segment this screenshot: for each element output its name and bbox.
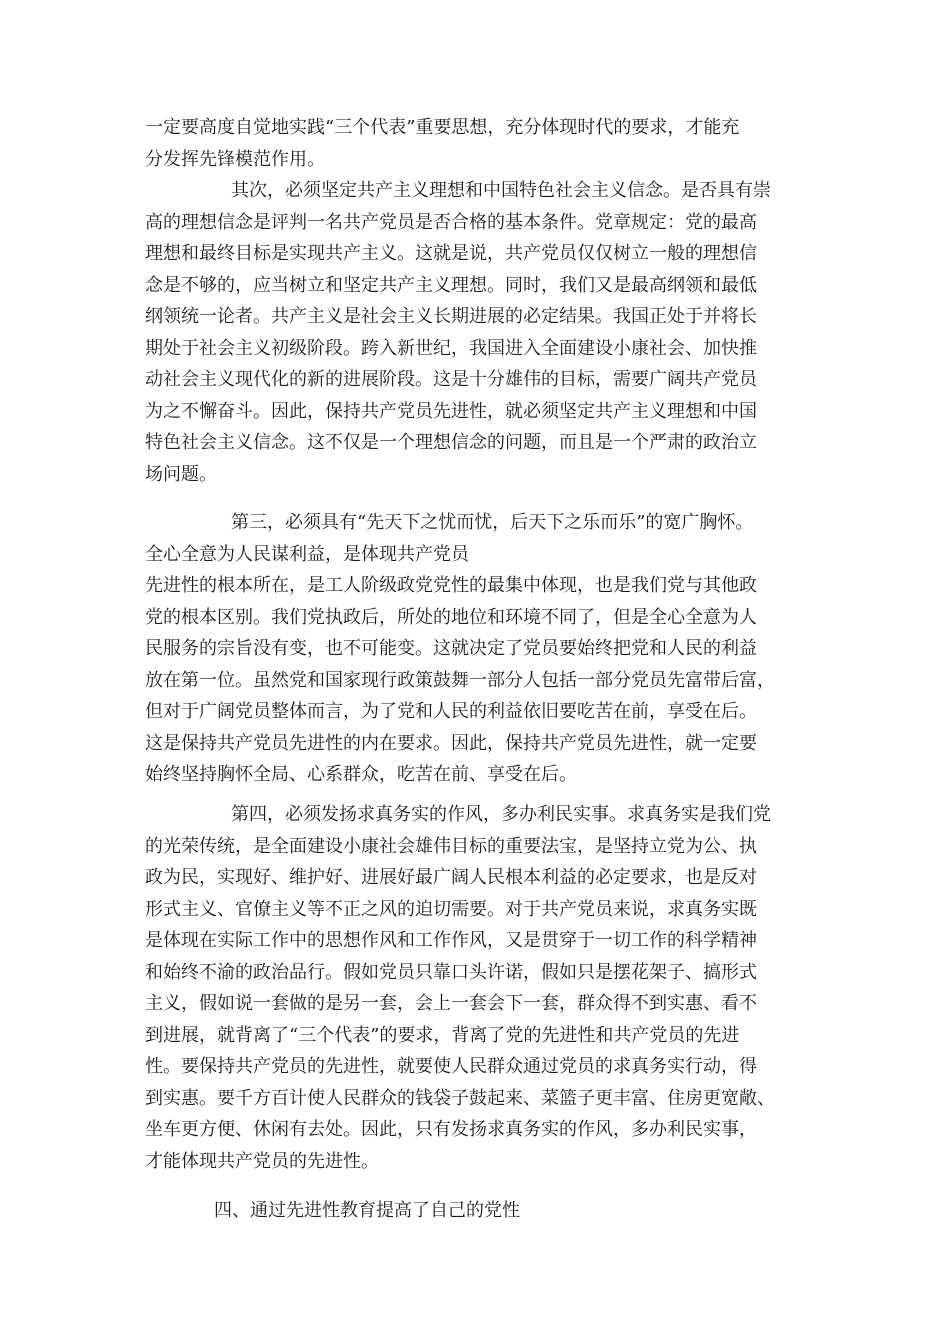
text-line: 党的根本区别。我们党执政后，所处的地位和环境不同了，但是全心全意为人 — [145, 606, 757, 628]
text-line: 主义，假如说一套做的是另一套，会上一套会下一套，群众得不到实惠、看不 — [145, 993, 757, 1014]
paragraph-second-point — [145, 175, 805, 490]
text-line: 始终坚持胸怀全局、心系群众，吃苦在前、享受在后。 — [145, 764, 577, 785]
paragraph-fourth-point — [145, 799, 805, 1177]
text-line: 坐车更方便、休闲有去处。因此，只有发扬求真务实的作风，多办利民实事， — [145, 1119, 757, 1140]
text-line: 和始终不渝的政治品行。假如党员只靠口头许诺，假如只是摆花架子、搞形式 — [145, 961, 757, 983]
section-heading: 四、通过先进性教育提高了自己的党性 — [214, 1200, 520, 1221]
text-line: 为之不懈奋斗。因此，保持共产党员先进性，就必须坚定共产主义理想和中国 — [145, 400, 757, 422]
text-line: 形式主义、官僚主义等不正之风的迫切需要。对于共产党员来说，求真务实既 — [145, 898, 757, 920]
text-line: 但对于广阔党员整体而言，为了党和人民的利益依旧要吃苦在前，享受在后。 — [145, 701, 757, 722]
paragraph-third-point — [145, 507, 805, 791]
text-line: 念是不够的，应当树立和坚定共产主义理想。同时，我们又是最高纲领和最低 — [145, 274, 757, 296]
text-line: 纲领统一论者。共产主义是社会主义长期进展的必定结果。我国正处于并将长 — [145, 306, 757, 327]
text-line: 动社会主义现代化的新的进展阶段。这是十分雄伟的目标，需要广阔共产党员 — [145, 369, 757, 390]
text-line: 高的理想信念是评判一名共产党员是否合格的基本条件。党章规定：党的最高 — [145, 211, 757, 233]
text-line: 场问题。 — [145, 463, 217, 485]
text-line: 到实惠。要千方百计使人民群众的钱袋子鼓起来、菜篮子更丰富、住房更宽敞、 — [145, 1087, 775, 1109]
text-line: 期处于社会主义初级阶段。跨入新世纪，我国进入全面建设小康社会、加快推 — [145, 337, 757, 359]
text-line: 政为民，实现好、维护好、进展好最广阔人民根本利益的必定要求，也是反对 — [145, 867, 757, 888]
text-line-first: 第三，必须具有“先天下之忧而忧，后天下之乐而乐”的宽广胸怀。 — [231, 512, 754, 533]
text-line: 是体现在实际工作中的思想作风和工作作风，又是贯穿于一切工作的科学精神 — [145, 930, 757, 951]
text-line: 分发挥先锋模范作用。 — [145, 148, 325, 170]
text-line: 这是保持共产党员先进性的内在要求。因此，保持共产党员先进性，就一定要 — [145, 732, 757, 754]
text-line: 一定要高度自觉地实践“三个代表”重要思想，充分体现时代的要求，才能充 — [145, 117, 740, 138]
text-line: 的光荣传统，是全面建设小康社会雄伟目标的重要法宝，是坚持立党为公、执 — [145, 835, 757, 857]
text-line: 特色社会主义信念。这不仅是一个理想信念的问题，而且是一个严肃的政治立 — [145, 432, 757, 453]
text-line-first: 第四，必须发扬求真务实的作风，多办利民实事。求真务实是我们党 — [231, 804, 771, 825]
text-line: 全心全意为人民谋利益，是体现共产党员 — [145, 543, 469, 565]
text-line: 才能体现共产党员的先进性。 — [145, 1150, 379, 1172]
text-line: 放在第一位。虽然党和国家现行政策鼓舞一部分人包括一部分党员先富带后富， — [145, 669, 775, 691]
text-line: 先进性的根本所在，是工人阶级政党党性的最集中体现，也是我们党与其他政 — [145, 575, 757, 596]
text-line: 民服务的宗旨没有变，也不可能变。这就决定了党员要始终把党和人民的利益 — [145, 638, 757, 659]
paragraph-continuation — [145, 112, 805, 175]
text-line: 理想和最终目标是实现共产主义。这就是说，共产党员仅仅树立一般的理想信 — [145, 243, 757, 264]
text-line: 性。要保持共产党员的先进性，就要使人民群众通过党员的求真务实行动，得 — [145, 1056, 757, 1077]
text-line-first: 其次，必须坚定共产主义理想和中国特色社会主义信念。是否具有崇 — [231, 180, 771, 201]
text-line: 到进展，就背离了“三个代表”的要求，背离了党的先进性和共产党员的先进 — [145, 1024, 740, 1046]
